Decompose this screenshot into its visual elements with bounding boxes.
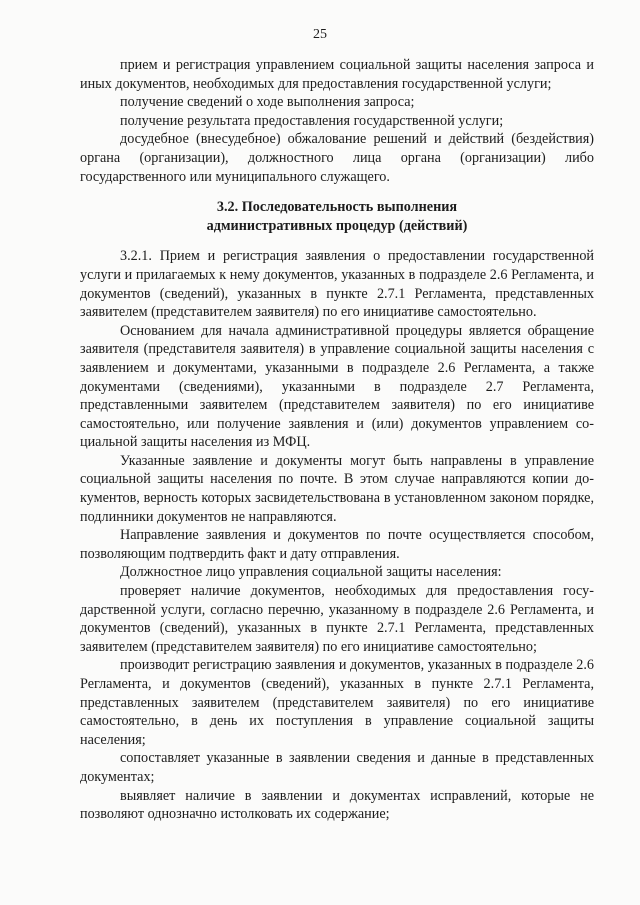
paragraph: Должностное лицо управления социальной защиты населения: xyxy=(120,564,502,581)
paragraph: 3.2.1. Прием и регистрация заявления о предоставлении государственной услуги и прилагаемых к нему документов, указанных в подразделе 2.6 Регламента, и документов (сведений), указанных в пункте 2.7.1 Регламента, представленных заявителем (представителем заявителя) по его инициативе самостоятельно. xyxy=(80,248,594,321)
section-heading-line: административных процедур (действий) xyxy=(206,217,468,234)
paragraph: получение результата предоставления государственной услуги; xyxy=(120,112,504,129)
paragraph: производит регистрацию заявления и документов, указанных в подразделе 2.6 Регламента, и документов (сведений), указанных в пункте 2.7.1 Регламента, представленных заявителем (представителем заявителя) по его инициативе самостоятельно, в день их поступления в управление социальной защиты населения; xyxy=(80,657,594,748)
paragraph: Основанием для начала административной процедуры является обращение заявителя (представителя заявителя) в управление социальной защиты населения с заявлением и документами, указанными в подразделе 2.6 Регламента, а также документами (сведениями), указанными в подразделе 2.7 Регламента, представленными заявителем (представителем заявителя) по его инициативе самостоятельно, или получение заявления и (или) документов управлением социальной защиты населения из МФЦ. xyxy=(80,322,594,451)
paragraph: получение сведений о ходе выполнения запроса; xyxy=(120,94,415,111)
section-heading xyxy=(80,198,594,235)
paragraph: проверяет наличие документов, необходимых для предоставления государственной услуги, согласно перечню, указанному в подразделе 2.6 Регламента, и документов (сведений), указанных в пункте 2.7.1 Регламента, представленных заявителем (представителем заявителя) по его инициативе самостоятельно; xyxy=(80,583,594,655)
page-number: 25 xyxy=(313,27,327,42)
paragraph: Указанные заявление и документы могут быть направлены в управление социальной защиты населения по почте. В этом случае направляются копии документов, верность которых засвидетельствована в установленном законом порядке, подлинники документов не направляются. xyxy=(80,452,594,525)
paragraph: Направление заявления и документов по почте осуществляется способом, позволяющим подтвердить факт и дату отправления. xyxy=(80,527,594,562)
paragraph: досудебное (внесудебное) обжалование решений и действий (бездействия) органа (организации), должностного лица органа (организации) либо государственного или муниципального служащего. xyxy=(80,131,594,185)
document-body xyxy=(80,56,594,824)
paragraph: сопоставляет указанные в заявлении сведения и данные в представленных документах; xyxy=(80,750,594,785)
paragraph: прием и регистрация управлением социальной защиты населения запроса и иных документов, необходимых для предоставления государственной услуги; xyxy=(80,57,594,92)
paragraph: выявляет наличие в заявлении и документах исправлений, которые не позволяют однозначно истолковать их содержание; xyxy=(80,787,594,823)
section-heading-line: 3.2. Последовательность выполнения xyxy=(216,199,458,216)
